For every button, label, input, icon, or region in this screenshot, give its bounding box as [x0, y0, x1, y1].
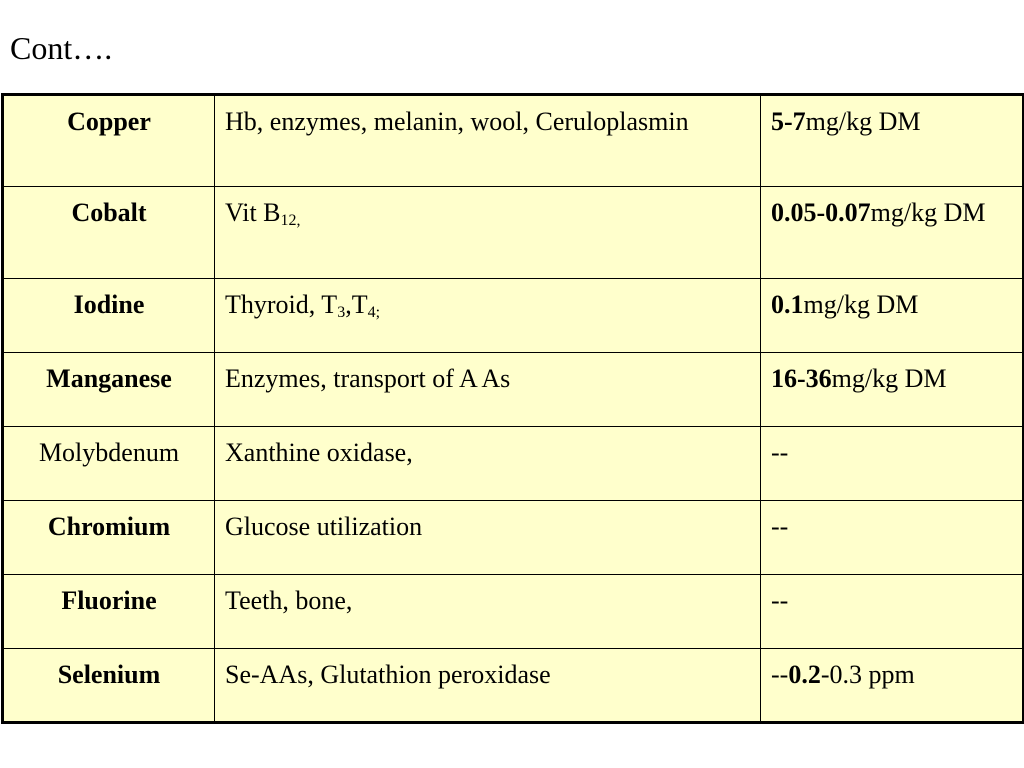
mineral-requirement: 0.05-0.07mg/kg DM	[761, 187, 1024, 279]
mineral-requirement: --	[761, 501, 1024, 575]
mineral-name: Cobalt	[3, 187, 215, 279]
mineral-function: Hb, enzymes, melanin, wool, Ceruloplasmin	[215, 95, 761, 187]
table-row	[3, 279, 1024, 353]
mineral-name: Molybdenum	[3, 427, 215, 501]
trace-minerals-table	[1, 93, 1024, 724]
table-row	[3, 427, 1024, 501]
mineral-function: Vit $B_{12,}$	[215, 187, 761, 279]
mineral-name: Manganese	[3, 353, 215, 427]
mineral-name: Fluorine	[3, 575, 215, 649]
mineral-function: Se-AAs, Glutathion peroxidase	[215, 649, 761, 723]
table-row	[3, 649, 1024, 723]
mineral-name: Copper	[3, 95, 215, 187]
mineral-requirement: 16-36mg/kg DM	[761, 353, 1024, 427]
mineral-function: Teeth, bone,	[215, 575, 761, 649]
mineral-function: Glucose utilization	[215, 501, 761, 575]
mineral-name: Iodine	[3, 279, 215, 353]
mineral-function: Enzymes, transport of A As	[215, 353, 761, 427]
mineral-name: Selenium	[3, 649, 215, 723]
mineral-requirement: 0.1mg/kg DM	[761, 279, 1024, 353]
table-row	[3, 575, 1024, 649]
slide-title: Cont….	[10, 30, 113, 66]
table-row	[3, 95, 1024, 187]
mineral-function: Xanthine oxidase,	[215, 427, 761, 501]
mineral-name: Chromium	[3, 501, 215, 575]
mineral-requirement: 5-7mg/kg DM	[761, 95, 1024, 187]
mineral-requirement: --	[761, 575, 1024, 649]
table-row	[3, 501, 1024, 575]
mineral-function: Thyroid, $T_3,T_{4;}$	[215, 279, 761, 353]
table-row	[3, 187, 1024, 279]
table-row	[3, 353, 1024, 427]
mineral-requirement: --	[761, 427, 1024, 501]
mineral-requirement: --0.2-0.3 ppm	[761, 649, 1024, 723]
